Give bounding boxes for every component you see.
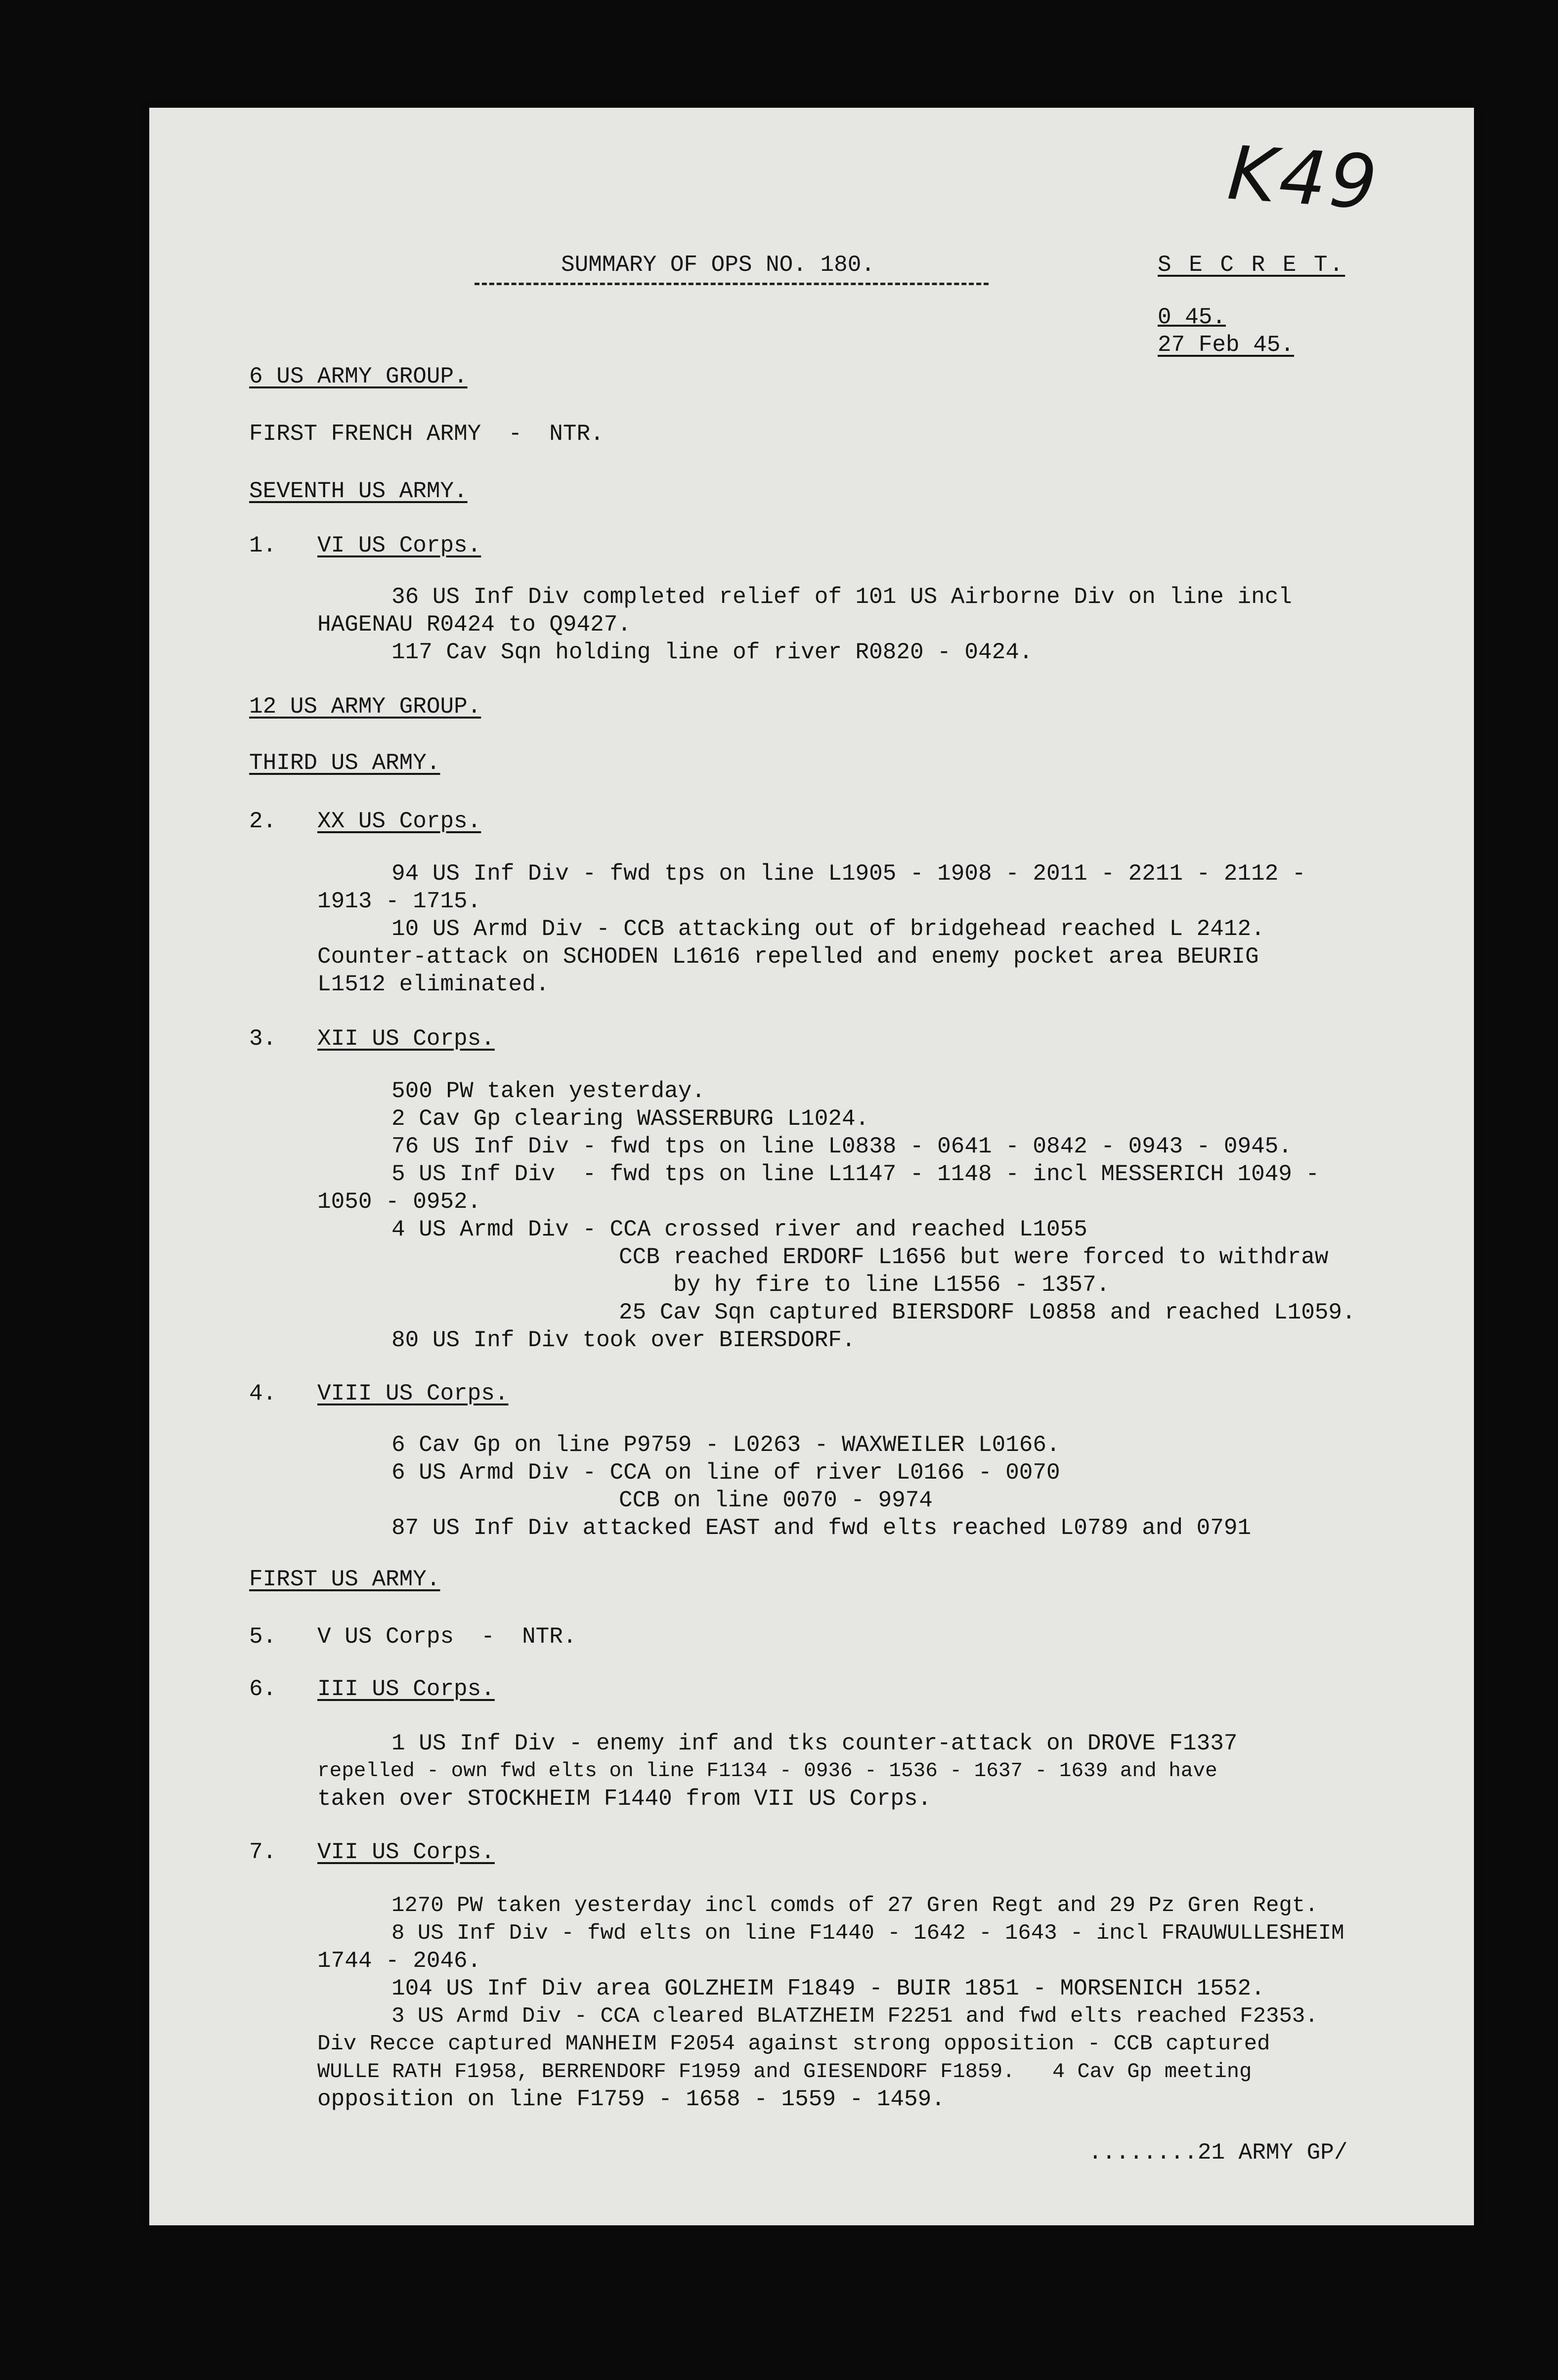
- body-line: 8 US Inf Div - fwd elts on line F1440 - 1642 - 1643 - incl FRAUWULLESHEIM: [391, 1921, 1344, 1946]
- body-line: 6 US Armd Div - CCA on line of river L0166 - 0070: [391, 1460, 1060, 1486]
- heading-viii-us-corps: VIII US Corps.: [317, 1381, 509, 1406]
- classification-marking: S E C R E T.: [1158, 252, 1345, 278]
- item-number-1: 1.: [249, 533, 277, 558]
- body-line: 500 PW taken yesterday.: [391, 1078, 705, 1104]
- item-number-3: 3.: [249, 1026, 277, 1052]
- body-line: 1270 PW taken yesterday incl comds of 27 Gren Regt and 29 Pz Gren Regt.: [391, 1893, 1318, 1918]
- heading-seventh-us-army: SEVENTH US ARMY.: [249, 478, 468, 504]
- body-line: 10 US Armd Div - CCB attacking out of bridgehead reached L 2412.: [391, 916, 1265, 942]
- body-line: 6 Cav Gp on line P9759 - L0263 - WAXWEILER L0166.: [391, 1432, 1060, 1458]
- heading-12-us-army-group: 12 US ARMY GROUP.: [249, 694, 481, 720]
- document-page: [149, 108, 1474, 2225]
- item-number-4: 4.: [249, 1381, 277, 1406]
- body-line: 4 US Armd Div - CCA crossed river and reached L1055: [391, 1217, 1087, 1242]
- heading-third-us-army: THIRD US ARMY.: [249, 750, 440, 776]
- body-line: by hy fire to line L1556 - 1357.: [673, 1272, 1110, 1298]
- body-line: 3 US Armd Div - CCA cleared BLATZHEIM F2251 and fwd elts reached F2353.: [391, 2004, 1318, 2029]
- line-first-french-army: FIRST FRENCH ARMY - NTR.: [249, 421, 604, 447]
- item-number-5: 5.: [249, 1624, 277, 1650]
- heading-xii-us-corps: XII US Corps.: [317, 1026, 495, 1052]
- item-number-2: 2.: [249, 808, 277, 834]
- body-line: 5 US Inf Div - fwd tps on line L1147 - 1148 - incl MESSERICH 1049 -: [391, 1161, 1320, 1187]
- body-line: 1 US Inf Div - enemy inf and tks counter-attack on DROVE F1337: [391, 1731, 1238, 1756]
- heading-xx-us-corps: XX US Corps.: [317, 808, 481, 834]
- title-underline-divider: [475, 283, 989, 285]
- document-date: 27 Feb 45.: [1158, 332, 1295, 358]
- heading-6-us-army-group: 6 US ARMY GROUP.: [249, 364, 468, 389]
- body-line: 1050 - 0952.: [317, 1189, 481, 1215]
- body-line: repelled - own fwd elts on line F1134 - 0936 - 1536 - 1637 - 1639 and have: [317, 1760, 1217, 1783]
- body-line: taken over STOCKHEIM F1440 from VII US Corps.: [317, 1786, 932, 1812]
- body-line: Div Recce captured MANHEIM F2054 against strong opposition - CCB captured: [317, 2032, 1270, 2056]
- line-v-us-corps: V US Corps - NTR.: [317, 1624, 577, 1650]
- body-line: 2 Cav Gp clearing WASSERBURG L1024.: [391, 1106, 869, 1132]
- body-line: opposition on line F1759 - 1658 - 1559 - 1459.: [317, 2086, 945, 2112]
- handwritten-page-mark: K49: [1225, 130, 1383, 227]
- body-line: 76 US Inf Div - fwd tps on line L0838 - 0641 - 0842 - 0943 - 0945.: [391, 1134, 1292, 1159]
- body-line: 1744 - 2046.: [317, 1948, 481, 1974]
- heading-iii-us-corps: III US Corps.: [317, 1676, 495, 1702]
- item-number-6: 6.: [249, 1676, 277, 1702]
- body-line: 36 US Inf Div completed relief of 101 US Airborne Div on line incl: [391, 584, 1292, 610]
- body-line: CCB reached ERDORF L1656 but were forced to withdraw: [619, 1244, 1329, 1270]
- item-number-7: 7.: [249, 1839, 277, 1865]
- reference-number: 0 45.: [1158, 304, 1226, 330]
- body-line: 25 Cav Sqn captured BIERSDORF L0858 and reached L1059.: [619, 1300, 1356, 1325]
- heading-first-us-army: FIRST US ARMY.: [249, 1567, 440, 1592]
- body-line: L1512 eliminated.: [317, 972, 550, 997]
- body-line: CCB on line 0070 - 9974: [619, 1488, 933, 1513]
- body-line: 117 Cav Sqn holding line of river R0820 - 0424.: [391, 639, 1033, 665]
- body-line: Counter-attack on SCHODEN L1616 repelled and enemy pocket area BEURIG: [317, 944, 1259, 970]
- heading-vi-us-corps: VI US Corps.: [317, 533, 481, 558]
- document-title: SUMMARY OF OPS NO. 180.: [561, 252, 875, 278]
- body-line: 87 US Inf Div attacked EAST and fwd elts reached L0789 and 0791: [391, 1515, 1252, 1541]
- body-line: 80 US Inf Div took over BIERSDORF.: [391, 1327, 856, 1353]
- body-line: 104 US Inf Div area GOLZHEIM F1849 - BUIR 1851 - MORSENICH 1552.: [391, 1976, 1265, 2001]
- body-line: WULLE RATH F1958, BERRENDORF F1959 and GIESENDORF F1859. 4 Cav Gp meeting: [317, 2060, 1252, 2083]
- continuation-note: ........21 ARMY GP/: [1088, 2140, 1348, 2166]
- heading-vii-us-corps: VII US Corps.: [317, 1839, 495, 1865]
- body-line: 94 US Inf Div - fwd tps on line L1905 - 1908 - 2011 - 2211 - 2112 -: [391, 861, 1306, 887]
- body-line: HAGENAU R0424 to Q9427.: [317, 612, 631, 638]
- body-line: 1913 - 1715.: [317, 889, 481, 914]
